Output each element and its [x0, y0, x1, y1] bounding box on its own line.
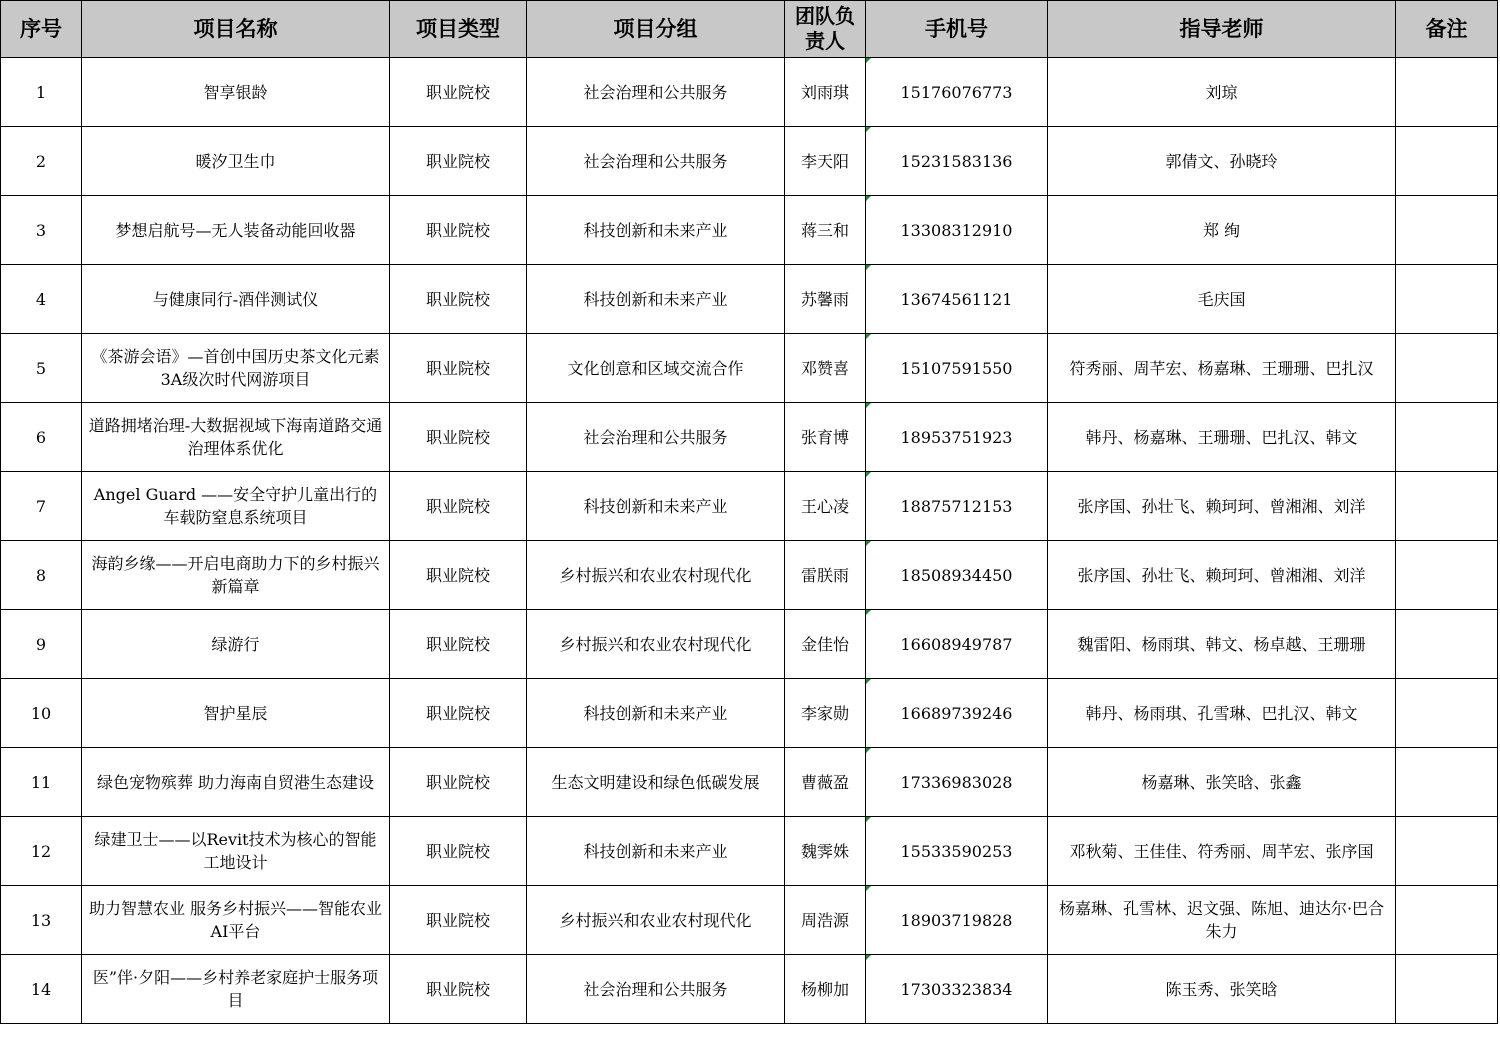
cell-note: [1396, 403, 1498, 472]
cell-project-name: 《茶游会语》—首创中国历史茶文化元素3A级次时代网游项目: [82, 334, 390, 403]
cell-project-group: 社会治理和公共服务: [527, 58, 785, 127]
cell-project-type: 职业院校: [390, 472, 527, 541]
cell-note: [1396, 748, 1498, 817]
cell-project-type: 职业院校: [390, 610, 527, 679]
cell-teachers: 张序国、孙壮飞、赖珂珂、曾湘湘、刘洋: [1048, 472, 1396, 541]
cell-project-group: 生态文明建设和绿色低碳发展: [527, 748, 785, 817]
cell-phone: 13308312910: [866, 196, 1048, 265]
cell-project-type: 职业院校: [390, 334, 527, 403]
cell-project-group: 乡村振兴和农业农村现代化: [527, 541, 785, 610]
cell-project-type: 职业院校: [390, 817, 527, 886]
cell-project-group: 社会治理和公共服务: [527, 127, 785, 196]
table-row: [1, 541, 1498, 610]
table-row: [1, 265, 1498, 334]
cell-no: 14: [1, 955, 82, 1024]
cell-project-group: 科技创新和未来产业: [527, 472, 785, 541]
cell-team-leader: 魏霁姝: [785, 817, 866, 886]
cell-project-type: 职业院校: [390, 265, 527, 334]
header-cell-leader: 团队负责人: [785, 1, 866, 58]
cell-team-leader: 苏馨雨: [785, 265, 866, 334]
cell-project-type: 职业院校: [390, 541, 527, 610]
cell-note: [1396, 886, 1498, 955]
cell-note: [1396, 955, 1498, 1024]
cell-no: 13: [1, 886, 82, 955]
cell-no: 4: [1, 265, 82, 334]
cell-project-name: 与健康同行-酒伴测试仪: [82, 265, 390, 334]
cell-project-type: 职业院校: [390, 955, 527, 1024]
table-row: [1, 58, 1498, 127]
table-row: [1, 748, 1498, 817]
cell-note: [1396, 679, 1498, 748]
cell-no: 5: [1, 334, 82, 403]
cell-project-name: 暖汐卫生巾: [82, 127, 390, 196]
cell-team-leader: 李家勋: [785, 679, 866, 748]
cell-project-name: 梦想启航号—无人装备动能回收器: [82, 196, 390, 265]
cell-note: [1396, 334, 1498, 403]
cell-project-type: 职业院校: [390, 748, 527, 817]
cell-project-type: 职业院校: [390, 58, 527, 127]
cell-no: 3: [1, 196, 82, 265]
table-row: [1, 886, 1498, 955]
header-row: [1, 1, 1498, 58]
cell-teachers: 杨嘉琳、张笑晗、张鑫: [1048, 748, 1396, 817]
cell-note: [1396, 472, 1498, 541]
table-row: [1, 610, 1498, 679]
cell-no: 8: [1, 541, 82, 610]
cell-project-name: 助力智慧农业 服务乡村振兴——智能农业AI平台: [82, 886, 390, 955]
cell-phone: 17303323834: [866, 955, 1048, 1024]
cell-project-group: 科技创新和未来产业: [527, 679, 785, 748]
cell-team-leader: 蒋三和: [785, 196, 866, 265]
cell-project-type: 职业院校: [390, 127, 527, 196]
cell-team-leader: 杨柳加: [785, 955, 866, 1024]
cell-teachers: 陈玉秀、张笑晗: [1048, 955, 1396, 1024]
cell-project-group: 科技创新和未来产业: [527, 817, 785, 886]
cell-teachers: 邓秋菊、王佳佳、符秀丽、周芊宏、张序国: [1048, 817, 1396, 886]
table-row: [1, 955, 1498, 1024]
cell-phone: 18953751923: [866, 403, 1048, 472]
table-row: [1, 403, 1498, 472]
cell-project-name: 道路拥堵治理-大数据视域下海南道路交通治理体系优化: [82, 403, 390, 472]
cell-project-type: 职业院校: [390, 196, 527, 265]
cell-teachers: 符秀丽、周芊宏、杨嘉琳、王珊珊、巴扎汉: [1048, 334, 1396, 403]
table-row: [1, 334, 1498, 403]
cell-project-group: 文化创意和区域交流合作: [527, 334, 785, 403]
header-cell-note: 备注: [1396, 1, 1498, 58]
cell-teachers: 韩丹、杨雨琪、孔雪琳、巴扎汉、韩文: [1048, 679, 1396, 748]
cell-phone: 18508934450: [866, 541, 1048, 610]
header-cell-type: 项目类型: [390, 1, 527, 58]
cell-phone: 15107591550: [866, 334, 1048, 403]
cell-no: 6: [1, 403, 82, 472]
cell-project-name: 智享银龄: [82, 58, 390, 127]
cell-no: 7: [1, 472, 82, 541]
table-row: [1, 127, 1498, 196]
cell-note: [1396, 196, 1498, 265]
header-cell-no: 序号: [1, 1, 82, 58]
table-row: [1, 196, 1498, 265]
cell-phone: 15231583136: [866, 127, 1048, 196]
cell-team-leader: 周浩源: [785, 886, 866, 955]
cell-team-leader: 金佳怡: [785, 610, 866, 679]
cell-project-name: 绿游行: [82, 610, 390, 679]
cell-project-name: 智护星辰: [82, 679, 390, 748]
cell-team-leader: 王心凌: [785, 472, 866, 541]
cell-note: [1396, 127, 1498, 196]
cell-team-leader: 雷朕雨: [785, 541, 866, 610]
cell-teachers: 韩丹、杨嘉琳、王珊珊、巴扎汉、韩文: [1048, 403, 1396, 472]
cell-phone: 13674561121: [866, 265, 1048, 334]
table-row: [1, 817, 1498, 886]
cell-project-name: 海韵乡缘——开启电商助力下的乡村振兴新篇章: [82, 541, 390, 610]
cell-no: 2: [1, 127, 82, 196]
cell-project-name: Angel Guard ——安全守护儿童出行的车载防窒息系统项目: [82, 472, 390, 541]
cell-teachers: 刘琼: [1048, 58, 1396, 127]
cell-phone: 17336983028: [866, 748, 1048, 817]
cell-project-group: 乡村振兴和农业农村现代化: [527, 610, 785, 679]
cell-phone: 15533590253: [866, 817, 1048, 886]
cell-project-type: 职业院校: [390, 886, 527, 955]
cell-project-group: 社会治理和公共服务: [527, 403, 785, 472]
cell-no: 9: [1, 610, 82, 679]
cell-project-group: 社会治理和公共服务: [527, 955, 785, 1024]
cell-no: 10: [1, 679, 82, 748]
cell-note: [1396, 58, 1498, 127]
cell-no: 12: [1, 817, 82, 886]
cell-teachers: 郑 绚: [1048, 196, 1396, 265]
cell-teachers: 毛庆国: [1048, 265, 1396, 334]
cell-project-name: 绿色宠物殡葬 助力海南自贸港生态建设: [82, 748, 390, 817]
cell-project-name: 绿建卫士——以Revit技术为核心的智能工地设计: [82, 817, 390, 886]
cell-project-group: 科技创新和未来产业: [527, 265, 785, 334]
header-cell-teachers: 指导老师: [1048, 1, 1396, 58]
cell-project-name: 医”伴·夕阳——乡村养老家庭护士服务项目: [82, 955, 390, 1024]
cell-phone: 15176076773: [866, 58, 1048, 127]
cell-phone: 16689739246: [866, 679, 1048, 748]
cell-teachers: 张序国、孙壮飞、赖珂珂、曾湘湘、刘洋: [1048, 541, 1396, 610]
cell-project-group: 科技创新和未来产业: [527, 196, 785, 265]
header-cell-group: 项目分组: [527, 1, 785, 58]
cell-team-leader: 邓赞喜: [785, 334, 866, 403]
cell-team-leader: 张育博: [785, 403, 866, 472]
cell-teachers: 郭倩文、孙晓玲: [1048, 127, 1396, 196]
cell-no: 11: [1, 748, 82, 817]
cell-phone: 16608949787: [866, 610, 1048, 679]
cell-note: [1396, 610, 1498, 679]
cell-project-type: 职业院校: [390, 403, 527, 472]
table-row: [1, 679, 1498, 748]
cell-note: [1396, 265, 1498, 334]
header-cell-name: 项目名称: [82, 1, 390, 58]
cell-project-group: 乡村振兴和农业农村现代化: [527, 886, 785, 955]
header-cell-phone: 手机号: [866, 1, 1048, 58]
cell-team-leader: 曹薇盈: [785, 748, 866, 817]
cell-no: 1: [1, 58, 82, 127]
table-row: [1, 472, 1498, 541]
cell-phone: 18875712153: [866, 472, 1048, 541]
cell-project-type: 职业院校: [390, 679, 527, 748]
cell-note: [1396, 541, 1498, 610]
cell-phone: 18903719828: [866, 886, 1048, 955]
cell-teachers: 杨嘉琳、孔雪林、迟文强、陈旭、迪达尔·巴合朱力: [1048, 886, 1396, 955]
cell-teachers: 魏雷阳、杨雨琪、韩文、杨卓越、王珊珊: [1048, 610, 1396, 679]
cell-note: [1396, 817, 1498, 886]
cell-team-leader: 刘雨琪: [785, 58, 866, 127]
cell-team-leader: 李天阳: [785, 127, 866, 196]
